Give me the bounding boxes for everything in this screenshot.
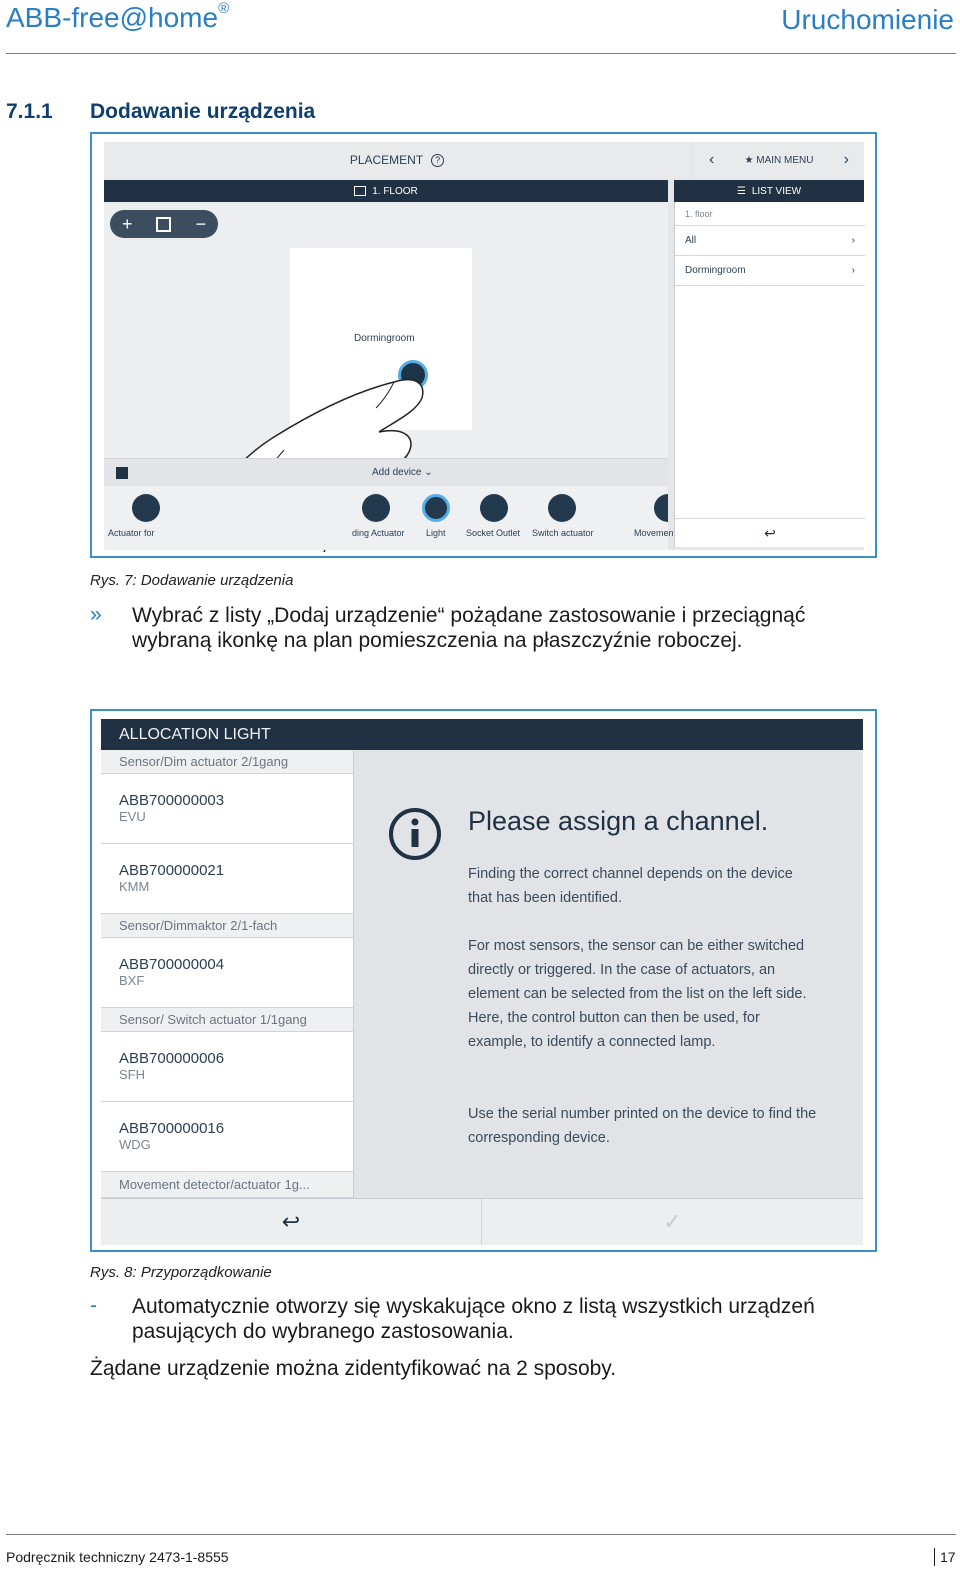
device-serial: ABB700000006 (119, 1050, 225, 1067)
device-item[interactable] (101, 1032, 353, 1102)
brand-title: ABB-free@home® (6, 0, 230, 33)
floor-icon (354, 186, 366, 196)
zoom-out-icon[interactable]: − (195, 213, 206, 234)
return-arrow-icon: ↩ (281, 1209, 301, 1234)
list-icon: ☰ (736, 185, 746, 197)
info-paragraph: For most sensors, the sensor can be either switched directly or triggered. In the case of actuators, an element can be selected from the list on the left side. Here, the control button can then be used, for example, to identify a connected lamp. (468, 938, 807, 1050)
device-list (101, 750, 354, 1198)
fit-screen-icon[interactable] (156, 217, 171, 232)
socket-outlet-icon[interactable] (480, 494, 508, 522)
page-number: 17 (940, 1549, 956, 1565)
chevron-down-icon: ⌄ (424, 467, 433, 478)
device-label: Light (426, 528, 446, 538)
registered-mark: ® (218, 0, 230, 17)
switch-actuator-icon[interactable] (548, 494, 576, 522)
forward-chevron-icon[interactable]: › (843, 151, 849, 168)
device-item[interactable] (101, 774, 353, 844)
work-area (104, 202, 674, 550)
device-palette (104, 486, 674, 550)
info-icon (387, 806, 443, 862)
add-device-bar (104, 458, 668, 487)
device-code: WDG (119, 1137, 151, 1152)
list-item-all[interactable] (675, 226, 865, 256)
info-paragraph: Finding the correct channel depends on the device that has been identified. (468, 866, 793, 906)
closing-text: Żądane urządzenie można zidentyfikować na 2 sposoby. (90, 1357, 617, 1380)
light-icon[interactable] (422, 494, 450, 522)
return-button[interactable] (675, 518, 865, 548)
device-label: Actuator for (108, 528, 155, 538)
device-item[interactable] (101, 844, 353, 914)
info-paragraph: Use the serial number printed on the device to find the corresponding device. (468, 1106, 817, 1146)
checkmark-icon: ✓ (663, 1209, 682, 1234)
group-header: Sensor/Dimmaktor 2/1-fach (101, 914, 353, 938)
allocation-dialog (101, 719, 863, 1244)
section-number: 7.1.1 (6, 100, 53, 123)
group-header: Sensor/Dim actuator 2/1gang (101, 750, 353, 774)
floor-label: 1. FLOOR (372, 185, 418, 197)
group-header: Sensor/ Switch actuator 1/1gang (101, 1008, 353, 1032)
device-label: Switch actuator (532, 528, 594, 538)
floor-bar (104, 180, 668, 202)
device-label: Movemen (634, 528, 674, 538)
app-screen (104, 142, 864, 550)
device-code: BXF (119, 973, 145, 988)
placement-bar (104, 142, 690, 178)
figure1-caption: Rys. 7: Dodawanie urządzenia (90, 572, 294, 589)
main-menu-label: MAIN MENU (756, 154, 814, 166)
device-serial: ABB700000016 (119, 1120, 225, 1137)
back-button[interactable] (101, 1199, 482, 1245)
device-item[interactable] (101, 938, 353, 1008)
list-item-label: All (685, 235, 697, 246)
figure-add-device (90, 132, 877, 558)
section-title: Dodawanie urządzenia (90, 100, 316, 123)
info-panel (354, 750, 863, 1198)
footer-document: Podręcznik techniczny 2473-1-8555 (6, 1549, 229, 1565)
zoom-controls (110, 210, 218, 238)
list-item-dormingroom[interactable] (675, 256, 865, 286)
step1-marker: » (90, 603, 102, 626)
device-label: ding Actuator (352, 528, 405, 538)
placement-label: PLACEMENT (349, 153, 424, 167)
star-icon: ★ (744, 154, 754, 166)
figure-allocation (90, 709, 877, 1252)
return-arrow-icon: ↩ (764, 525, 776, 541)
list-item-label: Dormingroom (685, 265, 746, 276)
list-view-bar (674, 180, 864, 202)
main-menu-button[interactable] (744, 155, 813, 166)
group-header: Movement detector/actuator 1g... (101, 1172, 353, 1198)
device-serial: ABB700000004 (119, 956, 225, 973)
help-icon[interactable]: ? (431, 154, 444, 167)
step1-text: Wybrać z listy „Dodaj urządzenie“ pożądane zastosowanie i przeciągnąć wybraną ikonkę na plan pomieszczenia na płaszczyźnie roboczej. (132, 604, 806, 652)
figure2-caption: Rys. 8: Przyporządkowanie (90, 1264, 272, 1281)
confirm-button[interactable] (482, 1199, 863, 1245)
zoom-in-icon[interactable]: + (121, 213, 133, 234)
actuator-icon[interactable] (132, 494, 160, 522)
dialog-title: ALLOCATION LIGHT (101, 719, 863, 750)
add-device-dropdown[interactable] (372, 467, 433, 478)
main-menu-bar (694, 142, 864, 178)
device-code: EVU (119, 809, 146, 824)
list-panel (674, 202, 865, 547)
device-serial: ABB700000021 (119, 862, 225, 879)
step2-text: Automatycznie otworzy się wyskakujące okno z listą wszystkich urządzeń pasujących do wybranego zastosowania. (132, 1295, 815, 1343)
device-serial: ABB700000003 (119, 792, 225, 809)
back-chevron-icon[interactable]: ‹ (709, 151, 715, 168)
device-code: KMM (119, 879, 150, 894)
device-item[interactable] (101, 1102, 353, 1172)
dimming-actuator-icon[interactable] (362, 494, 390, 522)
home-icon[interactable] (116, 467, 128, 479)
footer-divider (6, 1534, 956, 1535)
device-code: SFH (119, 1067, 145, 1082)
list-header: 1. floor (675, 202, 865, 226)
device-label: Socket Outlet (466, 528, 521, 538)
add-device-label: Add device (372, 467, 422, 478)
chevron-right-icon: › (851, 265, 855, 276)
movement-detector-icon[interactable] (654, 494, 668, 522)
room-label: Dormingroom (354, 333, 415, 344)
list-view-label[interactable]: LIST VIEW (751, 185, 802, 197)
chapter-title: Uruchomienie (781, 4, 954, 35)
info-title: Please assign a channel. (468, 806, 769, 836)
chevron-right-icon: › (851, 235, 855, 246)
header-divider (6, 53, 956, 54)
step2-marker: - (90, 1294, 97, 1317)
page-number-separator (934, 1548, 935, 1566)
dialog-footer (101, 1198, 863, 1245)
